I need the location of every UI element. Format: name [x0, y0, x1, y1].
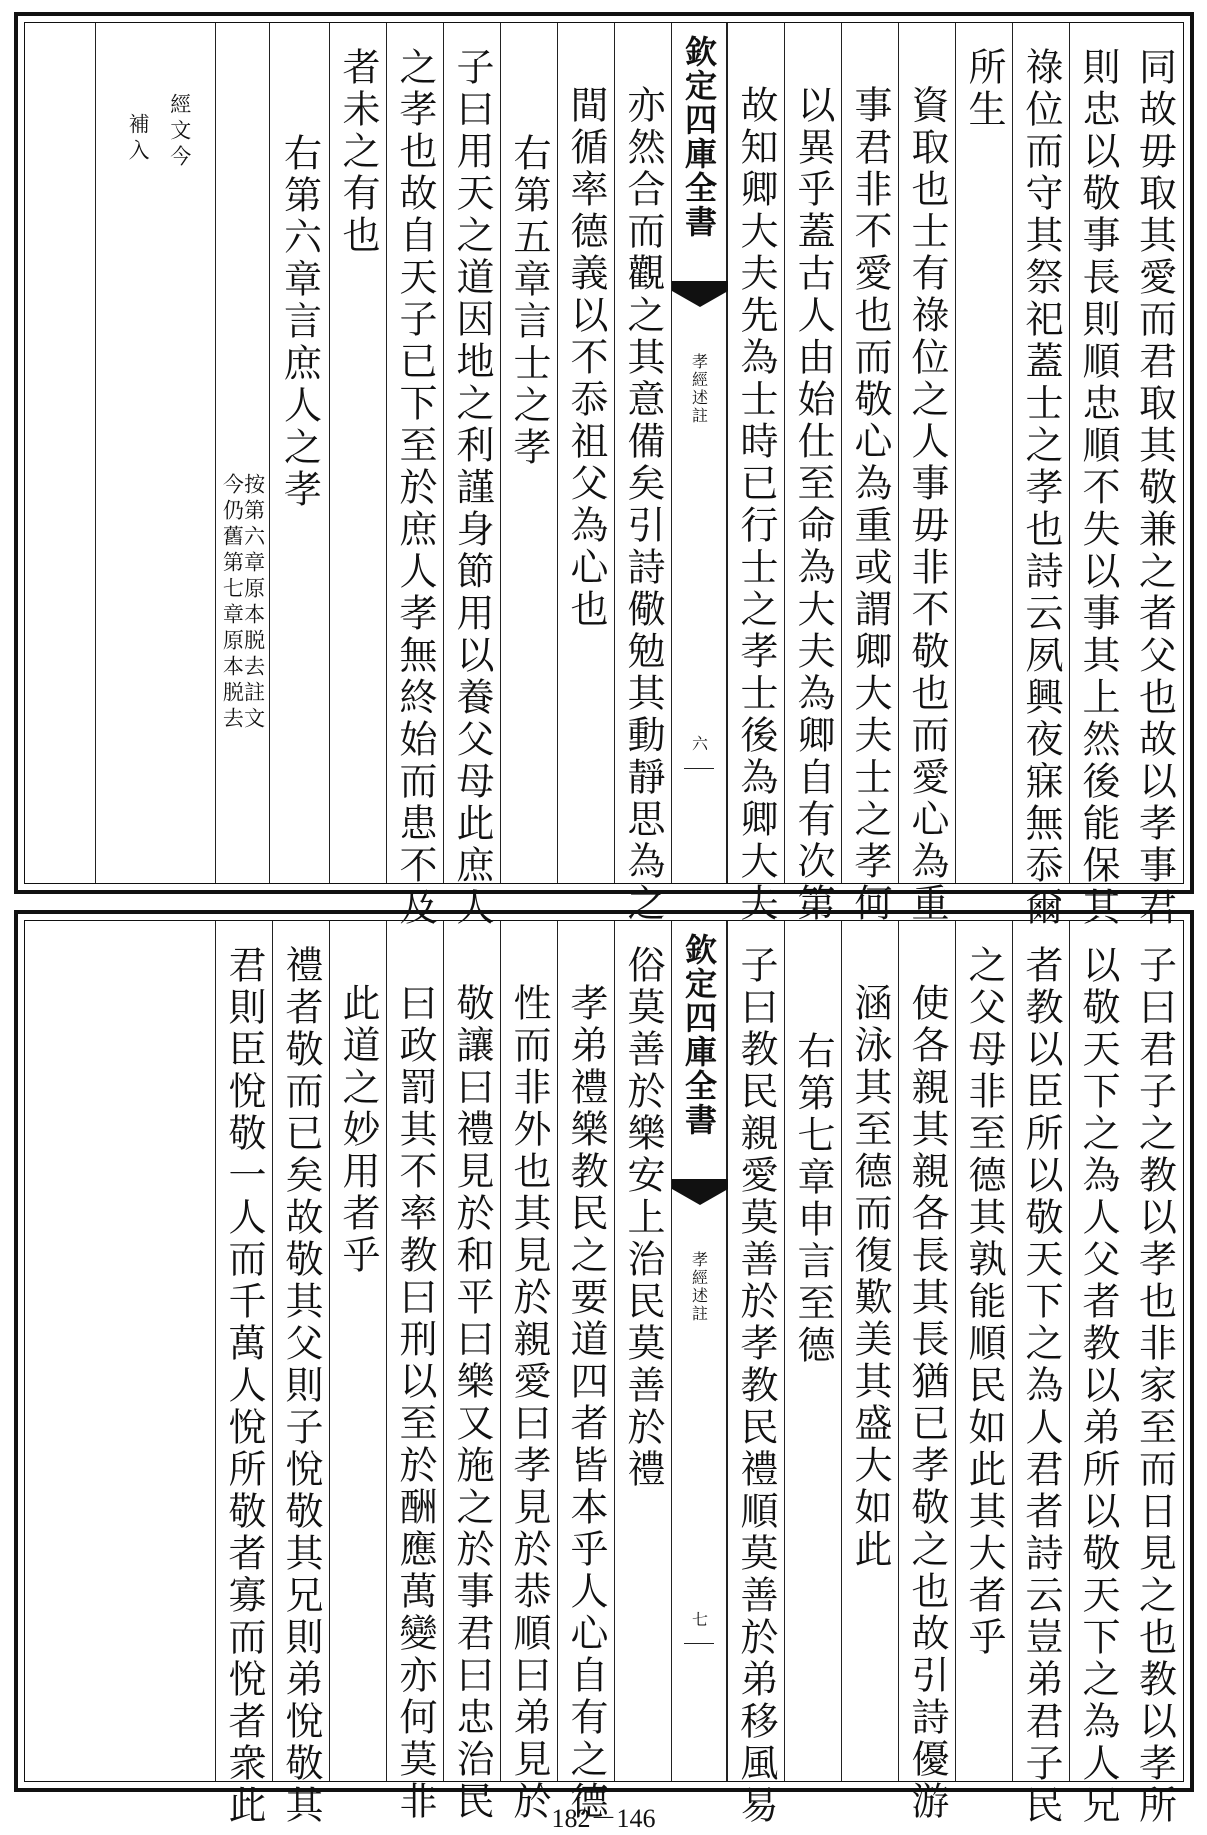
column-text: 子曰用天之道因地之利謹身節用以養父母此庶人 [450, 47, 494, 929]
column-text: 使各親其親各長其長猶已孝敬之也故引詩優游 [905, 983, 949, 1823]
column-text: 以敬天下之為人父者教以弟所以敬天下之為人兄 [1076, 945, 1120, 1827]
annotation-text: 按第六章原本脱去註文 [241, 473, 266, 733]
book-title: 欽定四庫全書 [680, 933, 718, 1137]
text-column [784, 921, 841, 1781]
text-column [1012, 921, 1069, 1827]
edge-note [95, 23, 215, 883]
text-column [272, 921, 329, 1827]
text-column [500, 921, 557, 1823]
column-text: 以異乎蓋古人由始仕至命為大夫為卿自有次第 [791, 85, 835, 925]
column-text: 俗莫善於樂安上治民莫善於禮 [621, 945, 665, 1491]
fish-tail-ornament-icon [672, 1179, 728, 1205]
column-text: 亦然合而觀之其意備矣引詩儆勉其動靜思為之 [621, 85, 665, 925]
page-spine [671, 23, 727, 883]
text-column [1126, 23, 1183, 929]
annotation-text: 經文今 [167, 93, 192, 171]
text-column-with-note [269, 23, 329, 883]
page-half-top [14, 12, 1194, 929]
column-text: 祿位而守其祭祀蓋士之孝也詩云夙興夜寐無忝爾 [1019, 47, 1063, 929]
text-column [386, 23, 443, 929]
column-text: 性而非外也其見於親愛曰孝見於恭順曰弟見於 [507, 983, 551, 1823]
text-column [898, 23, 955, 925]
text-column [784, 23, 841, 925]
column-text: 所生 [962, 47, 1006, 131]
text-column [557, 23, 614, 883]
annotation-text: 今仍舊第七章原本脱去 [220, 473, 245, 733]
book-subtitle: 孝經述註 [689, 1251, 709, 1323]
column-text: 子曰教民親愛莫善於孝教民禮順莫善於弟移風易 [734, 945, 778, 1827]
column-text: 右第五章言士之孝 [507, 133, 551, 469]
column-text: 者未之有也 [336, 47, 380, 257]
column-text: 資取也士有祿位之人事毋非不敬也而愛心為重 [905, 85, 949, 925]
book-subtitle: 孝經述註 [689, 353, 709, 425]
page-spine [671, 921, 727, 1781]
column-text: 禮者敬而已矣故敬其父則子悅敬其兄則弟悅敬其 [279, 945, 323, 1827]
text-column [1069, 23, 1126, 929]
text-column [841, 23, 898, 925]
inner-frame [24, 22, 1184, 929]
text-column [386, 921, 443, 1823]
column-text: 君則臣悅敬一人而千萬人悅所敬者寡而悅者衆此 [222, 945, 266, 1827]
column-text: 右第七章申言至德 [791, 1031, 835, 1367]
fish-tail-ornament-icon [672, 281, 728, 307]
column-text: 事君非不愛也而敬心為重或謂卿大夫士之孝何 [848, 85, 892, 925]
text-column [614, 23, 671, 925]
column-text: 同故毋取其愛而君取其敬兼之者父也故以孝事君 [1132, 47, 1177, 929]
text-column [443, 23, 500, 929]
text-column [727, 23, 784, 925]
page-number: 六 [689, 735, 709, 751]
annotation-column [215, 23, 269, 883]
column-text: 右第六章言庶人之孝 [277, 133, 322, 511]
column-text: 則忠以敬事長則順忠順不失以事其上然後能保其 [1076, 47, 1120, 929]
column-text: 敬讓曰禮見於和平曰樂又施之於事君曰忠治民 [450, 983, 494, 1823]
column-text: 涵泳其至德而復歎美其盛大如此 [848, 983, 892, 1571]
text-column [1012, 23, 1069, 929]
annotation-text: 補入 [126, 113, 151, 165]
text-column [215, 921, 272, 1827]
text-column [614, 921, 671, 1781]
column-text: 此道之妙用者乎 [336, 983, 380, 1277]
text-column [1126, 921, 1183, 1827]
column-text: 之父母非至德其孰能順民如此其大者乎 [962, 945, 1006, 1659]
text-column [898, 921, 955, 1823]
column-text: 子曰君子之教以孝也非家至而日見之也教以孝所 [1132, 945, 1177, 1827]
text-column [955, 921, 1012, 1781]
text-column [557, 921, 614, 1823]
text-column [500, 23, 557, 883]
text-column [841, 921, 898, 1781]
text-column [329, 23, 386, 883]
text-column [1069, 921, 1126, 1827]
text-column [443, 921, 500, 1823]
column-text: 間循率德義以不忝祖父為心也 [564, 85, 608, 631]
book-title: 欽定四庫全書 [680, 35, 718, 239]
text-column [955, 23, 1012, 883]
column-text: 故知卿大夫先為士時已行士之孝士後為卿大夫 [734, 85, 778, 925]
divider [684, 768, 714, 769]
column-text: 曰政罰其不率教曰刑以至於酬應萬變亦何莫非 [393, 983, 437, 1823]
divider [684, 1643, 714, 1644]
page-number: 七 [689, 1611, 709, 1627]
text-column [727, 921, 784, 1827]
page-footer-number: 182－146 [551, 1804, 656, 1833]
column-text: 之孝也故自天子已下至於庶人孝無終始而患不及 [393, 47, 437, 929]
column-text: 者教以臣所以敬天下之為人君者詩云豈弟君子民 [1019, 945, 1063, 1827]
column-text: 孝弟禮樂教民之要道四者皆本乎人心自有之德 [564, 983, 608, 1823]
text-column [329, 921, 386, 1781]
